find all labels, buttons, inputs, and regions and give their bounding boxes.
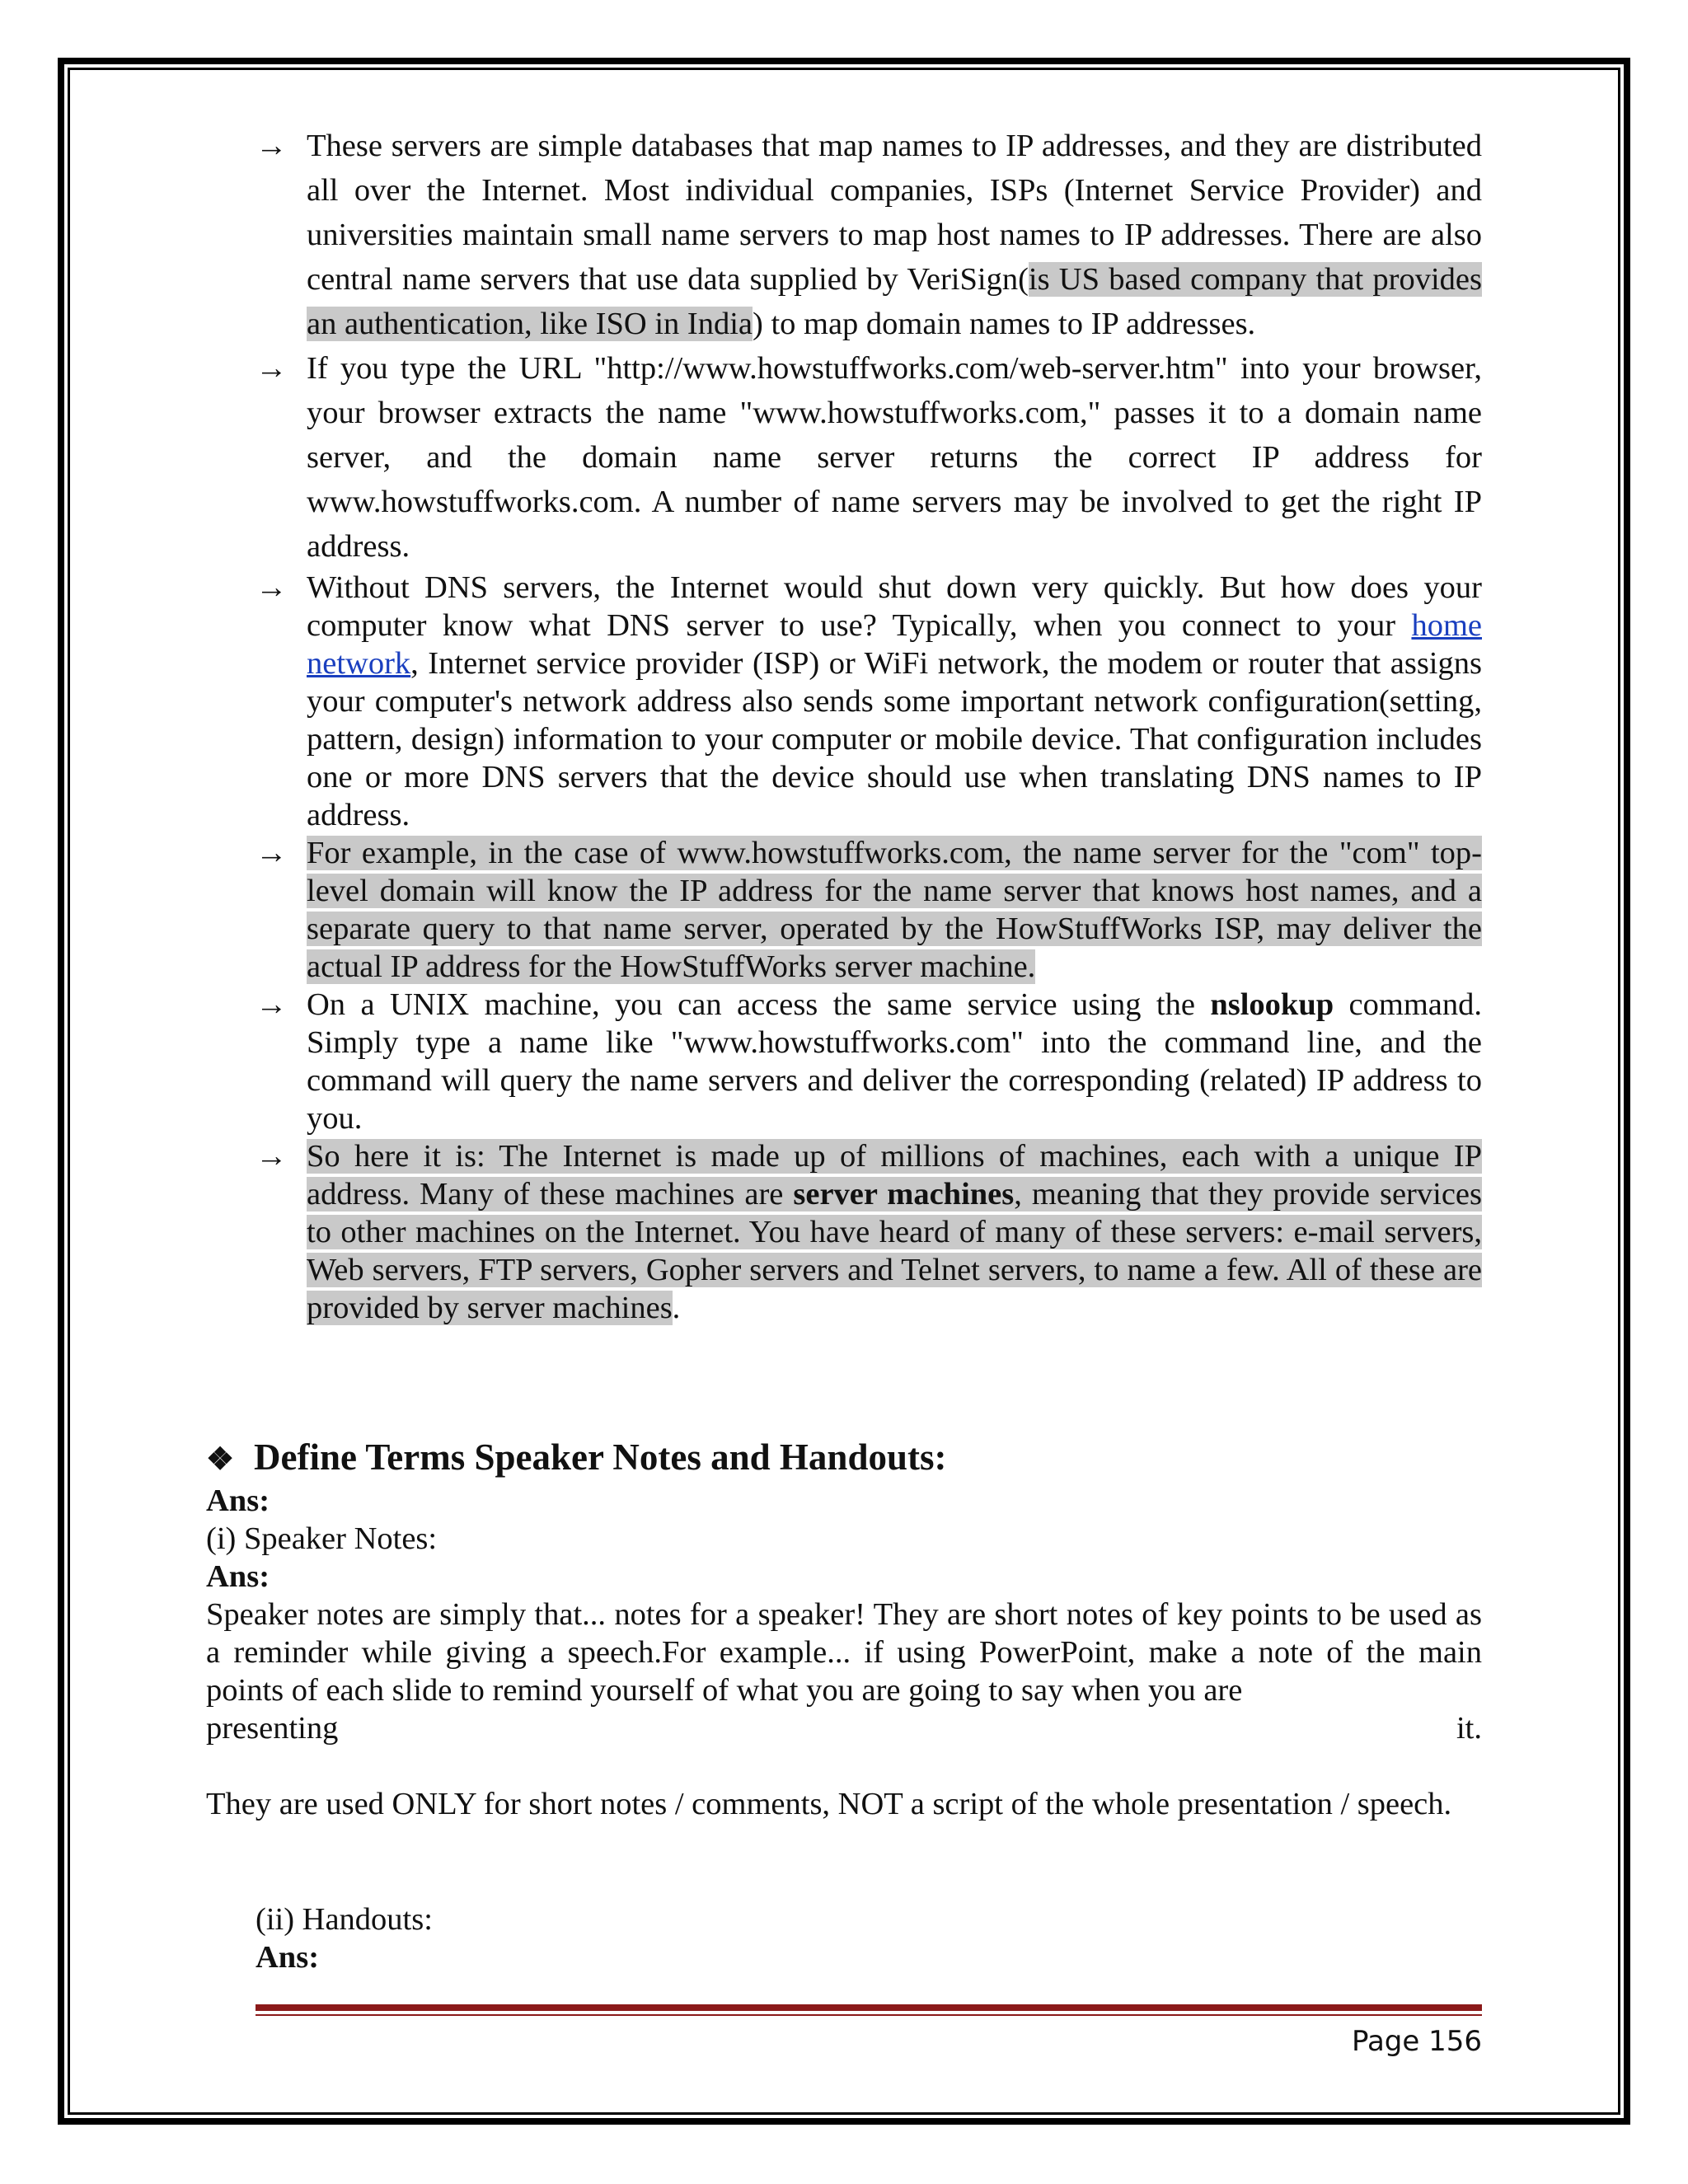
speaker-notes-usage-paragraph: They are used ONLY for short notes / comments, NOT a script of the whole presentation / speech.	[206, 1787, 1452, 1821]
arrow-icon: →	[256, 351, 288, 386]
bullet-url-example: → If you type the URL "http://www.howstuffworks.com/web-server.htm" into your browser, your browser extracts the name "www.howstuffworks.com," passes it to a domain name server, and the domain name server returns the correct IP address for www.howstuffworks.com. A number of name servers may be involved to get the right IP address.	[256, 346, 1482, 569]
ans-label: Ans:	[206, 1559, 270, 1594]
highlighted-text: is US based company that provides an authentication, like ISO in India	[307, 262, 1482, 341]
server-machines-term: server machines	[793, 1177, 1015, 1212]
page-number: Page 156	[1351, 2025, 1482, 2058]
arrow-icon: →	[256, 1139, 288, 1174]
speaker-notes-subheading: (i) Speaker Notes:	[206, 1521, 438, 1556]
arrow-icon: →	[256, 129, 288, 163]
dns-bullet-list	[256, 124, 1482, 1327]
footer-rule	[256, 2004, 1482, 2011]
handouts-subheading: (ii) Handouts:	[256, 1902, 433, 1937]
footer-rule-thin	[256, 2014, 1482, 2016]
handouts-section	[256, 1900, 1482, 1976]
bullet-name-servers: → These servers are simple databases that map names to IP addresses, and they are distributed all over the Internet. Most individual companies, ISPs (Internet Service Provider) and universities maintain small name servers to map host names to IP addresses. There are also central name servers that use data supplied by VeriSign(is US based company that provides an authentication, like ISO in India) to map domain names to IP addresses.	[256, 124, 1482, 346]
arrow-icon: →	[256, 836, 288, 870]
home-network-link[interactable]: home network	[307, 608, 1482, 681]
highlighted-text: For example, in the case of www.howstuffworks.com, the name server for the "com" top-level domain will know the IP address for the name server that knows host names, and a separate query to that name server, operated by the HowStuffWorks ISP, may deliver the actual IP address for the HowStuffWorks server machine.	[307, 836, 1482, 984]
nslookup-term: nslookup	[1210, 987, 1334, 1022]
arrow-icon: →	[256, 987, 288, 1022]
ans-label: Ans:	[256, 1940, 320, 1975]
speaker-notes-last-line: presenting it.	[206, 1711, 1482, 1746]
speaker-notes-paragraph: Speaker notes are simply that... notes for a speaker! They are short notes of key points to be used as a reminder while giving a speech.For example... if using PowerPoint, make a note of the main points of each slide to remind yourself of what you are going to say when you are	[206, 1597, 1482, 1708]
highlighted-text: So here it is: The Internet is made up of millions of machines, each with a unique IP address. Many of these machines are server machines, meaning that they provide services to other machines on the Internet. You have heard of many of these servers: e-mail servers, Web servers, FTP servers, Gopher servers and Telnet servers, to name a few. All of these are provided by server machines	[307, 1139, 1482, 1325]
arrow-icon: →	[256, 570, 288, 605]
speaker-notes-section	[206, 1482, 1482, 1823]
bullet-server-machines: → So here it is: The Internet is made up of millions of machines, each with a unique IP address. Many of these machines are server machines, meaning that they provide services to other machines on the Internet. You have heard of many of these servers: e-mail servers, Web servers, FTP servers, Gopher servers and Telnet servers, to name a few. All of these are provided by server machines.	[256, 1139, 1482, 1325]
ans-label: Ans:	[206, 1483, 270, 1518]
bullet-com-example	[256, 834, 1482, 986]
section-heading: ❖ Define Terms Speaker Notes and Handouts:	[206, 1432, 947, 1484]
bullet-without-dns: → Without DNS servers, the Internet would shut down very quickly. But how does your computer know what DNS server to use? Typically, when you connect to your home network, Internet service provider (ISP) or WiFi network, the modem or router that assigns your computer's network address also sends some important network configuration(setting, pattern, design) information to your computer or mobile device. That configuration includes one or more DNS servers that the device should use when translating DNS names to IP address.	[256, 570, 1482, 832]
diamond-bullet-icon: ❖	[206, 1442, 235, 1477]
bullet-unix-nslookup: → On a UNIX machine, you can access the same service using the nslookup command. Simply type a name like "www.howstuffworks.com" into the command line, and the command will query the name servers and deliver the corresponding (related) IP address to you.	[256, 987, 1482, 1136]
